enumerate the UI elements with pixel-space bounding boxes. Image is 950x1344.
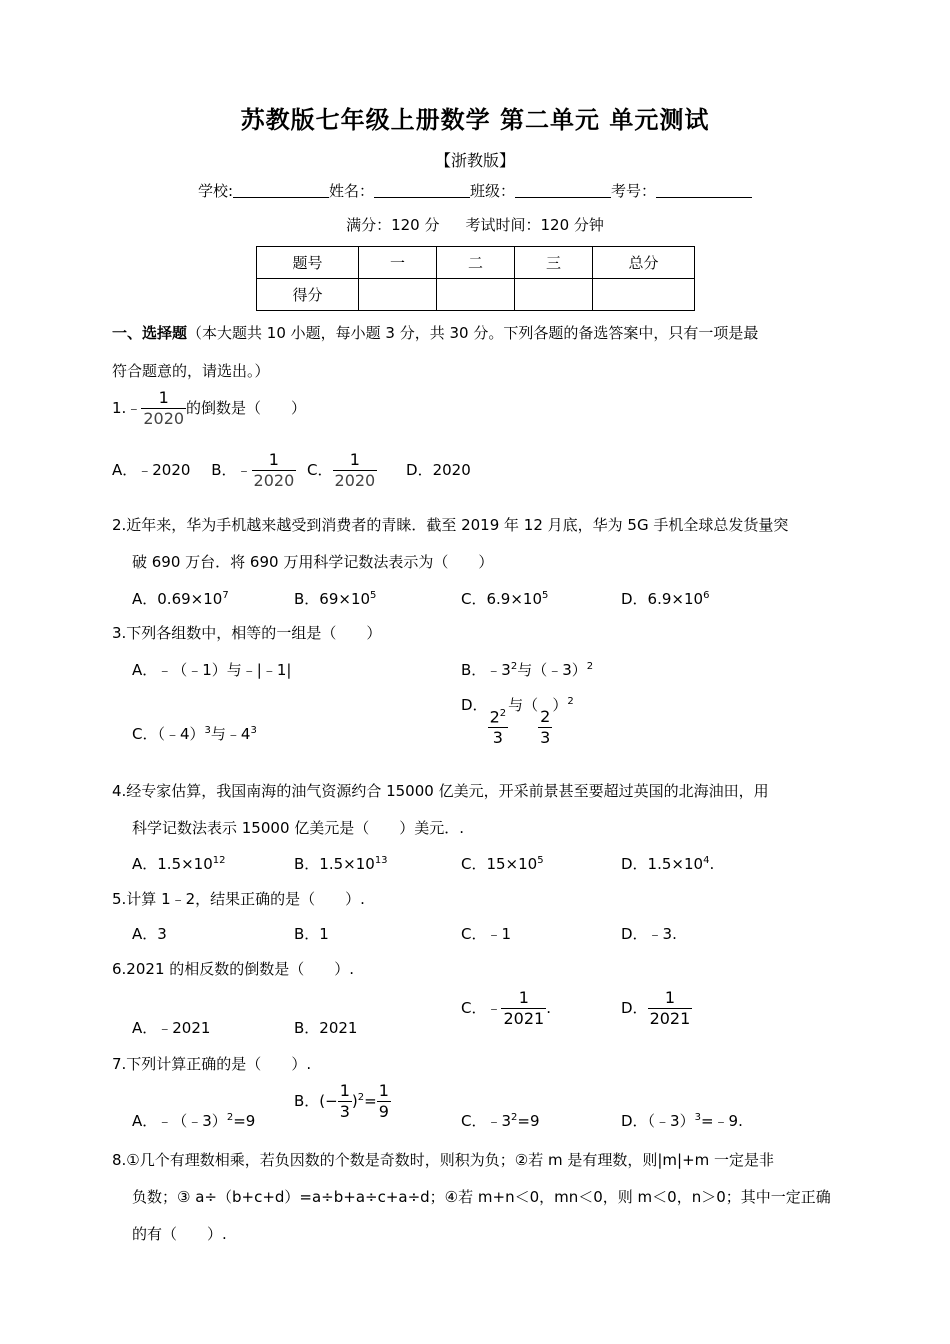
option-text: B．1.5×10 — [294, 855, 375, 873]
option-text: 与（﹣3） — [517, 661, 587, 679]
fraction-denominator: 2021 — [649, 1009, 691, 1028]
option-text: 与﹣4 — [210, 725, 251, 743]
question-7-stem: 7.下列计算正确的是（ ）. — [112, 1055, 312, 1073]
exponent: 12 — [212, 855, 226, 866]
option-c[interactable] — [132, 723, 257, 744]
option-text: D．1.5×10 — [621, 855, 704, 873]
option-c[interactable] — [461, 1110, 540, 1131]
fraction — [377, 1083, 391, 1120]
fraction-denominator: 3 — [492, 728, 503, 747]
fraction — [501, 990, 546, 1027]
option-text: . — [709, 855, 715, 873]
option-a[interactable] — [132, 1110, 255, 1131]
exponent: 2 — [357, 1092, 365, 1103]
table-cell: 总分 — [593, 247, 695, 279]
option-d[interactable] — [461, 694, 574, 746]
score-input-cell[interactable] — [359, 279, 437, 311]
option-d[interactable] — [621, 990, 692, 1027]
question-8-line1: 8.①几个有理数相乘，若负因数的个数是奇数时，则积为负；②若 m 是有理数，则|m|+m 一定是非 — [112, 1151, 775, 1169]
option-d[interactable] — [621, 588, 709, 609]
fraction-numerator: 1 — [664, 988, 676, 1007]
exponent: 2 — [567, 696, 574, 707]
option-a[interactable] — [132, 853, 226, 874]
section-instructions: （本大题共 10 小题，每小题 3 分，共 30 分。下列各题的备选答案中，只有一项是最 — [187, 324, 759, 342]
question-3-stem: 3.下列各组数中，相等的一组是（ ） — [112, 624, 382, 642]
fraction-numerator: 2 — [540, 707, 551, 726]
number-label: 考号： — [611, 182, 657, 200]
fraction-denominator: 2021 — [503, 1009, 545, 1028]
option-text: (− — [319, 1092, 338, 1110]
option-label: B． — [294, 1092, 320, 1110]
exponent: 2 — [226, 1112, 234, 1123]
option-text: D．（﹣3） — [621, 1112, 695, 1130]
school-label: 学校: — [197, 182, 233, 200]
option-text: B．﹣3 — [461, 661, 511, 679]
question-number: 1. — [112, 399, 127, 417]
fraction-denominator: 2020 — [143, 409, 185, 428]
fraction-denominator: 9 — [378, 1102, 389, 1121]
option-c[interactable] — [461, 853, 544, 874]
table-row — [257, 247, 695, 279]
section-title: 一、选择题 — [112, 324, 188, 342]
minus-sign: ﹣ — [126, 399, 142, 417]
full-score: 满分：120 分 — [346, 216, 440, 234]
exponent: 2 — [586, 661, 594, 672]
score-input-cell[interactable] — [437, 279, 515, 311]
option-text: C．15×10 — [461, 855, 538, 873]
exponent: 2 — [499, 707, 507, 719]
name-label: 姓名： — [329, 182, 375, 200]
exam-meta — [0, 214, 950, 235]
option-b[interactable] — [294, 1083, 391, 1120]
fraction-denominator: 3 — [540, 728, 551, 747]
option-d[interactable] — [621, 853, 714, 874]
fraction — [648, 990, 693, 1027]
option-text: . — [546, 999, 551, 1017]
exponent: 5 — [541, 590, 549, 601]
fraction — [488, 709, 509, 746]
class-blank[interactable] — [515, 183, 611, 198]
question-8-line3: 的有（ ）. — [132, 1225, 227, 1243]
option-text: C．6.9×10 — [461, 590, 542, 608]
exponent: 3 — [204, 725, 211, 736]
exponent: 5 — [370, 590, 377, 601]
question-1-stem — [112, 390, 306, 427]
option-label: D． — [621, 999, 648, 1017]
option-a[interactable]: A．﹣（﹣1）与﹣|﹣1| — [132, 661, 292, 679]
exponent: 4 — [703, 855, 710, 866]
option-label: B． — [211, 461, 237, 479]
page-title: 苏教版七年级上册数学 第二单元 单元测试 — [240, 106, 710, 134]
section-instructions-line2: 符合题意的，请选出。） — [112, 362, 270, 380]
fraction-numerator: 1 — [339, 1081, 350, 1100]
fraction-numerator: 1 — [268, 450, 279, 469]
option-text: ) — [351, 1092, 358, 1110]
option-c[interactable] — [461, 588, 548, 609]
question-4-line1: 4.经专家估算，我国南海的油气资源约合 15000 亿美元，开采前景甚至要超过英国的北海油田，用 — [112, 782, 769, 800]
fraction-denominator: 2020 — [253, 471, 295, 490]
fraction — [252, 452, 297, 489]
option-b[interactable] — [294, 588, 376, 609]
option-label: C．﹣ — [461, 999, 502, 1017]
question-1-options — [112, 452, 471, 489]
fraction-numerator — [488, 709, 509, 728]
exponent: 5 — [537, 855, 544, 866]
question-text: 的倒数是（ ） — [186, 399, 307, 417]
fraction — [338, 1083, 352, 1120]
fraction-numerator: 1 — [349, 450, 360, 469]
fraction-numerator: 1 — [158, 388, 169, 407]
exponent: 13 — [374, 855, 388, 866]
school-blank[interactable] — [233, 183, 329, 198]
section-heading — [112, 322, 758, 343]
option-a[interactable]: A．﹣2021 — [132, 1019, 211, 1037]
table-cell: 得分 — [257, 279, 359, 311]
student-info-row — [0, 180, 950, 201]
option-text: =9 — [233, 1112, 256, 1130]
exponent: 6 — [703, 590, 710, 601]
option-b[interactable] — [461, 659, 593, 680]
name-blank[interactable] — [374, 183, 470, 198]
question-2-line2: 破 690 万台．将 690 万用科学记数法表示为（ ） — [132, 553, 494, 571]
score-table — [256, 246, 695, 311]
exponent: 3 — [250, 725, 257, 736]
option-d[interactable] — [621, 1110, 743, 1131]
option-label: D． — [461, 696, 488, 714]
option-text: A．1.5×10 — [132, 855, 213, 873]
exponent: 7 — [222, 590, 229, 601]
option-text: D．6.9×10 — [621, 590, 704, 608]
number-blank[interactable] — [656, 183, 752, 198]
option-text: A．﹣（﹣3） — [132, 1112, 227, 1130]
score-input-cell[interactable] — [593, 279, 695, 311]
option-a[interactable] — [132, 588, 229, 609]
option-text: = — [364, 1092, 377, 1110]
option-a[interactable]: A．﹣2020 — [112, 461, 191, 479]
option-text: C．（﹣4） — [132, 725, 205, 743]
exponent: 2 — [511, 1112, 518, 1123]
option-text: B．69×10 — [294, 590, 371, 608]
fraction — [333, 452, 378, 489]
option-b[interactable] — [211, 450, 296, 490]
option-d[interactable]: D．2020 — [406, 461, 471, 479]
question-2-line1: 2.近年来，华为手机越来越受到消费者的青睐．截至 2019 年 12 月底，华为 5G 手机全球总发货量突 — [112, 516, 789, 534]
question-6-stem: 6.2021 的相反数的倒数是（ ）. — [112, 960, 355, 978]
fraction-denominator: 2020 — [334, 471, 376, 490]
exam-time: 考试时间：120 分钟 — [465, 216, 604, 234]
option-b[interactable]: B．2021 — [294, 1019, 358, 1037]
minus-sign: ﹣ — [236, 461, 252, 479]
table-cell: 二 — [437, 247, 515, 279]
option-b[interactable]: B．1 — [294, 925, 329, 943]
score-input-cell[interactable] — [515, 279, 593, 311]
fraction — [141, 390, 186, 427]
question-4-line2: 科学记数法表示 15000 亿美元是（ ）美元．. — [132, 819, 465, 837]
option-c[interactable]: C．﹣1 — [461, 925, 512, 943]
numerator-value: 2 — [489, 707, 500, 726]
table-cell: 题号 — [257, 247, 359, 279]
option-a[interactable]: A．3 — [132, 925, 167, 943]
option-text: 与（ — [508, 696, 539, 714]
option-text: =9 — [517, 1112, 540, 1130]
option-c[interactable] — [461, 990, 551, 1027]
option-c[interactable] — [307, 450, 377, 490]
question-5-stem: 5.计算 1﹣2，结果正确的是（ ）. — [112, 890, 365, 908]
option-text: ） — [552, 696, 568, 714]
question-8-line2: 负数；③ a÷（b+c+d）=a÷b+a÷c+a÷d；④若 m+n＜0，mn＜0，则 m＜0，n＞0；其中一定正确 — [132, 1188, 831, 1206]
option-text: A．0.69×10 — [132, 590, 223, 608]
fraction-numerator: 1 — [518, 988, 529, 1007]
fraction — [538, 709, 552, 746]
option-text: =﹣9. — [700, 1112, 743, 1130]
edition-label: 【浙教版】 — [434, 151, 515, 170]
table-cell: 一 — [359, 247, 437, 279]
exponent: 3 — [694, 1112, 701, 1123]
fraction-numerator: 1 — [378, 1081, 389, 1100]
fraction-denominator: 3 — [339, 1102, 350, 1121]
class-label: 班级： — [470, 182, 516, 200]
exponent: 2 — [510, 661, 518, 672]
option-b[interactable] — [294, 853, 388, 874]
table-row — [257, 279, 695, 311]
option-text: C．﹣3 — [461, 1112, 512, 1130]
table-cell: 三 — [515, 247, 593, 279]
option-d[interactable]: D．﹣3. — [621, 925, 677, 943]
option-label: C． — [307, 461, 333, 479]
